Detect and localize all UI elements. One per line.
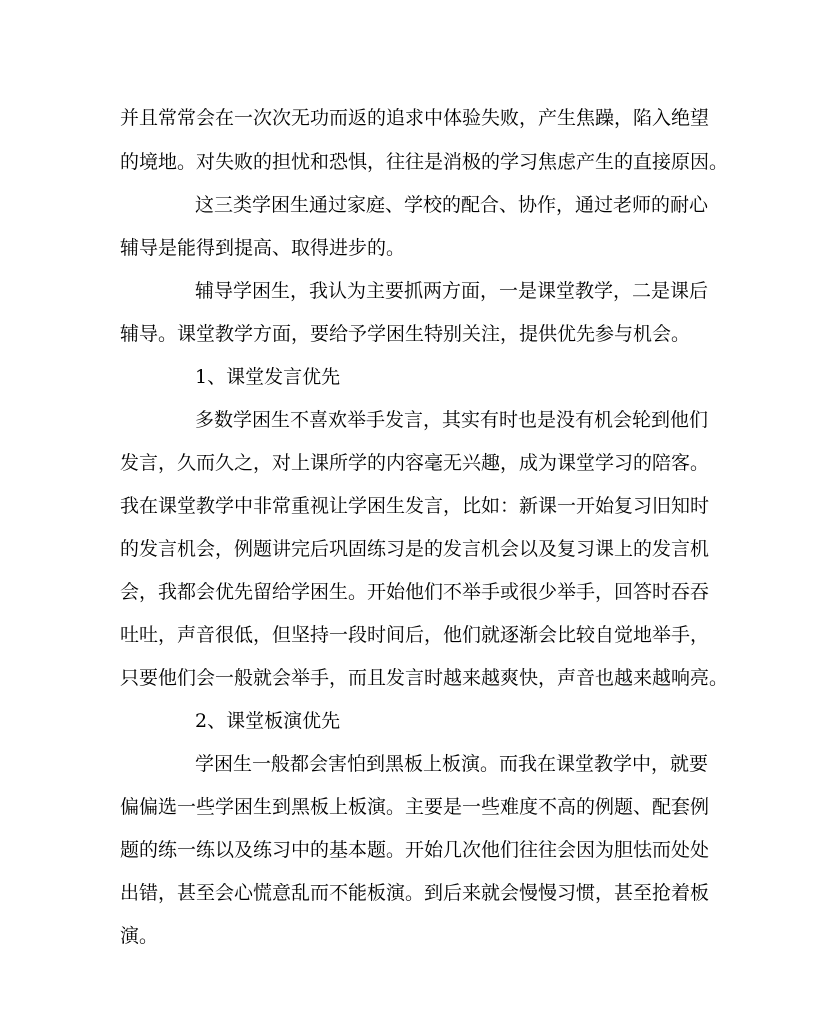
text-line: 并且常常会在一次次无功而返的追求中体验失败，产生焦躁，陷入绝望: [120, 107, 710, 129]
section-heading: 1、课堂发言优先: [195, 366, 341, 388]
paragraph-first-line: 辅导学困生，我认为主要抓两方面，一是课堂教学，二是课后: [195, 280, 709, 302]
text-line: 的境地。对失败的担忧和恐惧，往往是消极的学习焦虑产生的直接原因。: [120, 151, 729, 173]
paragraph-first-line: 多数学困生不喜欢举手发言，其实有时也是没有机会轮到他们: [195, 409, 709, 431]
text-line: 出错，甚至会心慌意乱而不能板演。到后来就会慢慢习惯，甚至抢着板: [120, 882, 710, 904]
text-line: 我在课堂教学中非常重视让学困生发言，比如：新课一开始复习旧知时: [120, 495, 710, 517]
paragraph-first-line: 学困生一般都会害怕到黑板上板演。而我在课堂教学中，就要: [195, 753, 709, 775]
text-line: 演。: [120, 925, 159, 947]
text-line: 辅导是能得到提高、取得进步的。: [120, 237, 406, 259]
text-line: 只要他们会一般就会举手，而且发言时越来越爽快，声音也越来越响亮。: [120, 667, 729, 689]
text-line: 偏偏选一些学困生到黑板上板演。主要是一些难度不高的例题、配套例: [120, 796, 710, 818]
paragraph-first-line: 这三类学困生通过家庭、学校的配合、协作，通过老师的耐心: [195, 194, 709, 216]
text-line: 题的练一练以及练习中的基本题。开始几次他们往往会因为胆怯而处处: [120, 839, 710, 861]
text-line: 吐吐，声音很低，但坚持一段时间后，他们就逐渐会比较自觉地举手，: [120, 624, 710, 646]
text-line: 发言，久而久之，对上课所学的内容毫无兴趣，成为课堂学习的陪客。: [120, 452, 710, 474]
section-heading: 2、课堂板演优先: [195, 710, 341, 732]
text-line: 的发言机会，例题讲完后巩固练习是的发言机会以及复习课上的发言机: [120, 538, 710, 560]
text-line: 会，我都会优先留给学困生。开始他们不举手或很少举手，回答时吞吞: [120, 581, 710, 603]
text-line: 辅导。课堂教学方面，要给予学困生特别关注，提供优先参与机会。: [120, 323, 691, 345]
